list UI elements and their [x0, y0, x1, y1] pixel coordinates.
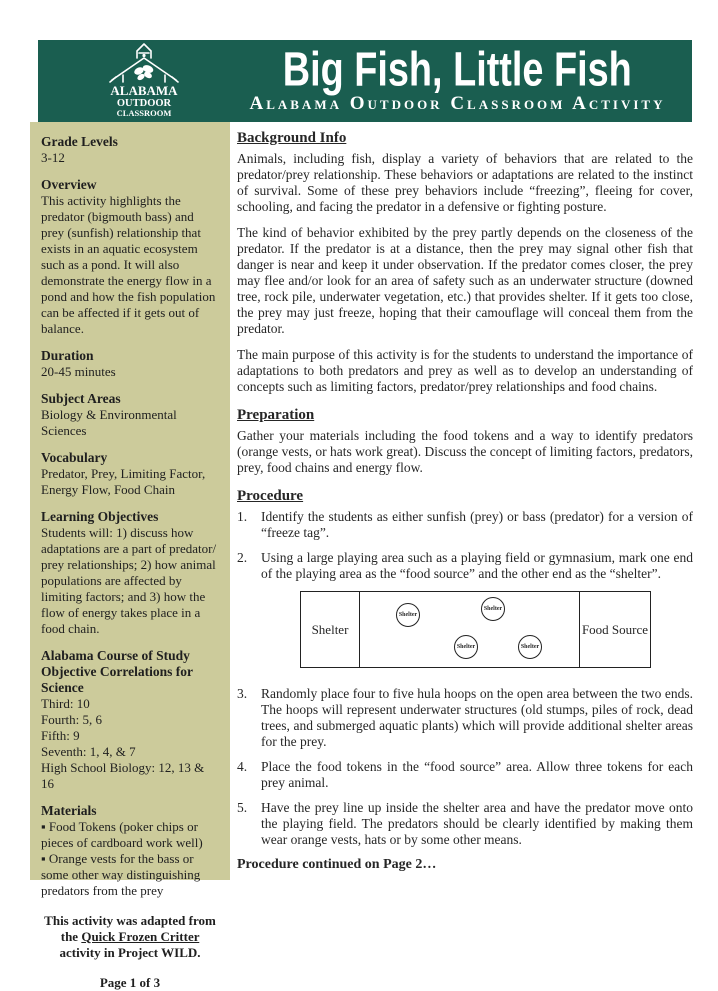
page-subtitle: Alabama Outdoor Classroom Activity: [249, 93, 666, 114]
shelter-hoop-label: Shelter: [398, 612, 418, 618]
procedure-number-2: 2.: [237, 550, 248, 565]
bullet-icon: ▪: [41, 819, 46, 834]
header-band: [38, 40, 692, 122]
adapted-note-suffix: activity in Project WILD.: [59, 945, 201, 960]
procedure-item-2: [237, 550, 693, 582]
materials-item-2: [41, 851, 219, 899]
course-line-third: Third: 10: [41, 696, 90, 711]
shelter-hoop-label: Shelter: [483, 606, 503, 612]
shelter-zone: [301, 592, 360, 667]
procedure-number-1: 1.: [237, 509, 248, 524]
procedure-item-5: [237, 800, 693, 848]
procedure-text-4: Place the food tokens in the “food source” area. Allow three tokens for each prey animal.: [261, 759, 693, 790]
playing-area-diagram: [300, 591, 651, 668]
logo-line2-target: OUTDOOR: [116, 98, 172, 109]
main-content: [237, 128, 693, 873]
adapted-note-prefix: This activity was adapted from the: [44, 913, 216, 944]
procedure-heading: Procedure: [237, 488, 304, 504]
shelter-hoop-label: Shelter: [520, 644, 540, 650]
subject-areas-heading: Subject Areas: [41, 391, 121, 406]
sidebar-section-overview: [41, 177, 219, 337]
course-of-study-heading: Alabama Course of Study Objective Correlations for Science: [41, 648, 193, 695]
procedure-number-4: 4.: [237, 759, 248, 774]
procedure-text-2: Using a large playing area such as a playing field or gymnasium, mark one end of the playing area as the “food source” and the other end as the “shelter”.: [261, 550, 693, 581]
sidebar-section-learning-objectives: [41, 509, 219, 637]
bullet-icon: ▪: [41, 851, 46, 866]
materials-item-1-text: Food Tokens (poker chips or pieces of cardboard work well): [41, 819, 203, 850]
course-line-seventh: Seventh: 1, 4, & 7: [41, 744, 136, 759]
shelter-zone-label: Shelter: [311, 621, 349, 637]
sidebar-section-grade-levels: [41, 134, 219, 166]
shelter-hoop: [518, 635, 542, 659]
shelter-hoop-label: Shelter: [456, 644, 476, 650]
course-line-fourth: Fourth: 5, 6: [41, 712, 103, 727]
shelter-hoop: [454, 635, 478, 659]
course-line-fifth: Fifth: 9: [41, 728, 80, 743]
procedure-number-3: 3.: [237, 686, 248, 701]
overview-text: This activity highlights the predator (bigmouth bass) and prey (sunfish) relationship that exists in an aquatic ecosystem such as a pond. It will also demonstrate the energy flow in a pond and how the fish population can be affected if it gets out of balance.: [41, 193, 216, 336]
sidebar-section-duration: [41, 348, 219, 380]
sidebar-section-vocabulary: [41, 450, 219, 498]
page-title: Big Fish, Little Fish: [283, 42, 632, 97]
logo-line3-target: CLASSROOM: [116, 108, 172, 118]
vocabulary-value: Predator, Prey, Limiting Factor, Energy Flow, Food Chain: [41, 466, 206, 497]
procedure-item-4: [237, 759, 693, 791]
page-number: Page 1 of 3: [99, 975, 161, 990]
adapted-note-link-text: Quick Frozen Critter: [81, 929, 200, 944]
grade-levels-heading: Grade Levels: [41, 134, 118, 149]
procedure-text-1: Identify the students as either sunfish (prey) or bass (predator) for a version of “freeze tag”.: [261, 509, 693, 540]
logo-line1-target: ALABAMA: [110, 83, 178, 98]
background-paragraph-2: The kind of behavior exhibited by the prey partly depends on the closeness of the predator. If the predator is at a distance, then the prey may signal other fish that danger is near and keep it under observation. If the predator comes closer, the prey may flee and/or look for an area of safety such as an underwater structure (downed tree, rock pile, underwater vegetation, etc.) that provides shelter. If it gets too close, the prey may just freeze, hoping that their camouflage will conceal them from the predator.: [237, 225, 693, 336]
sidebar-section-course-of-study: [41, 648, 219, 792]
background-paragraph-1: Animals, including fish, display a variety of behaviors that are related to the predator/prey relationship. These behaviors or adaptations are related to the instinct of survival. Some of these prey behaviors include “freezing”, fleeing for cover, schooling, and facing the predator in a defensive or fighting posture.: [237, 151, 693, 214]
food-source-zone-label: Food Source: [581, 622, 649, 637]
procedure-number-5: 5.: [237, 800, 248, 815]
grade-levels-value: 3-12: [41, 150, 65, 165]
shelter-hoop: [396, 603, 420, 627]
background-paragraph-3: The main purpose of this activity is for the students to understand the importance of adaptations to both predators and prey as well as to develop an understanding of concepts such as limiting factors, predator/prey relationships and food chains.: [237, 347, 693, 394]
duration-value: 20-45 minutes: [41, 364, 116, 379]
duration-heading: Duration: [41, 348, 94, 363]
procedure-item-3: [237, 686, 693, 750]
sidebar: [30, 122, 230, 990]
shelter-hoop: [481, 597, 505, 621]
procedure-text-5: Have the prey line up inside the shelter area and have the predator move onto the playing field. The predators should be clearly identified by making them wear orange vests, hats or by some other means.: [261, 800, 693, 847]
course-line-highschool: High School Biology: 12, 13 & 16: [41, 760, 205, 791]
procedure-continued-note: Procedure continued on Page 2…: [237, 857, 437, 872]
materials-item-1: [41, 819, 219, 851]
preparation-heading: Preparation: [237, 407, 315, 423]
adapted-note: [41, 913, 219, 961]
vocabulary-heading: Vocabulary: [41, 450, 108, 465]
open-area-zone: [360, 592, 579, 667]
learning-objectives-heading: Learning Objectives: [41, 509, 159, 524]
schoolhouse-logo-icon: [90, 42, 198, 122]
procedure-item-1: [237, 509, 693, 541]
materials-heading: Materials: [41, 803, 97, 818]
background-info-heading: Background Info: [237, 130, 347, 146]
food-source-zone: [579, 592, 650, 667]
sidebar-section-materials: [41, 803, 219, 899]
overview-heading: Overview: [41, 177, 97, 192]
learning-objectives-text: Students will: 1) discuss how adaptations are a part of predator/ prey relationships; 2) how animal populations are affected by limiting factors; and 3) how the flow of energy takes place in a food chain.: [41, 525, 217, 636]
procedure-text-3: Randomly place four to five hula hoops on the open area between the two ends. The hoops will represent underwater structures (old stumps, piles of rock, dead trees, and submerged aquatic plants) which will provide additional shelter areas for the prey.: [261, 686, 693, 749]
subject-areas-value: Biology & Environmental Sciences: [41, 407, 177, 438]
alabama-outdoor-classroom-logo: [90, 42, 198, 122]
sidebar-section-subject-areas: [41, 391, 219, 439]
materials-item-2-text: Orange vests for the bass or some other way distinguishing predators from the prey: [41, 851, 201, 898]
preparation-text: Gather your materials including the food tokens and a way to identify predators (orange vests, or hats work great). Discuss the concept of limiting factors, predators, prey, food chains and energy flow.: [237, 428, 693, 475]
